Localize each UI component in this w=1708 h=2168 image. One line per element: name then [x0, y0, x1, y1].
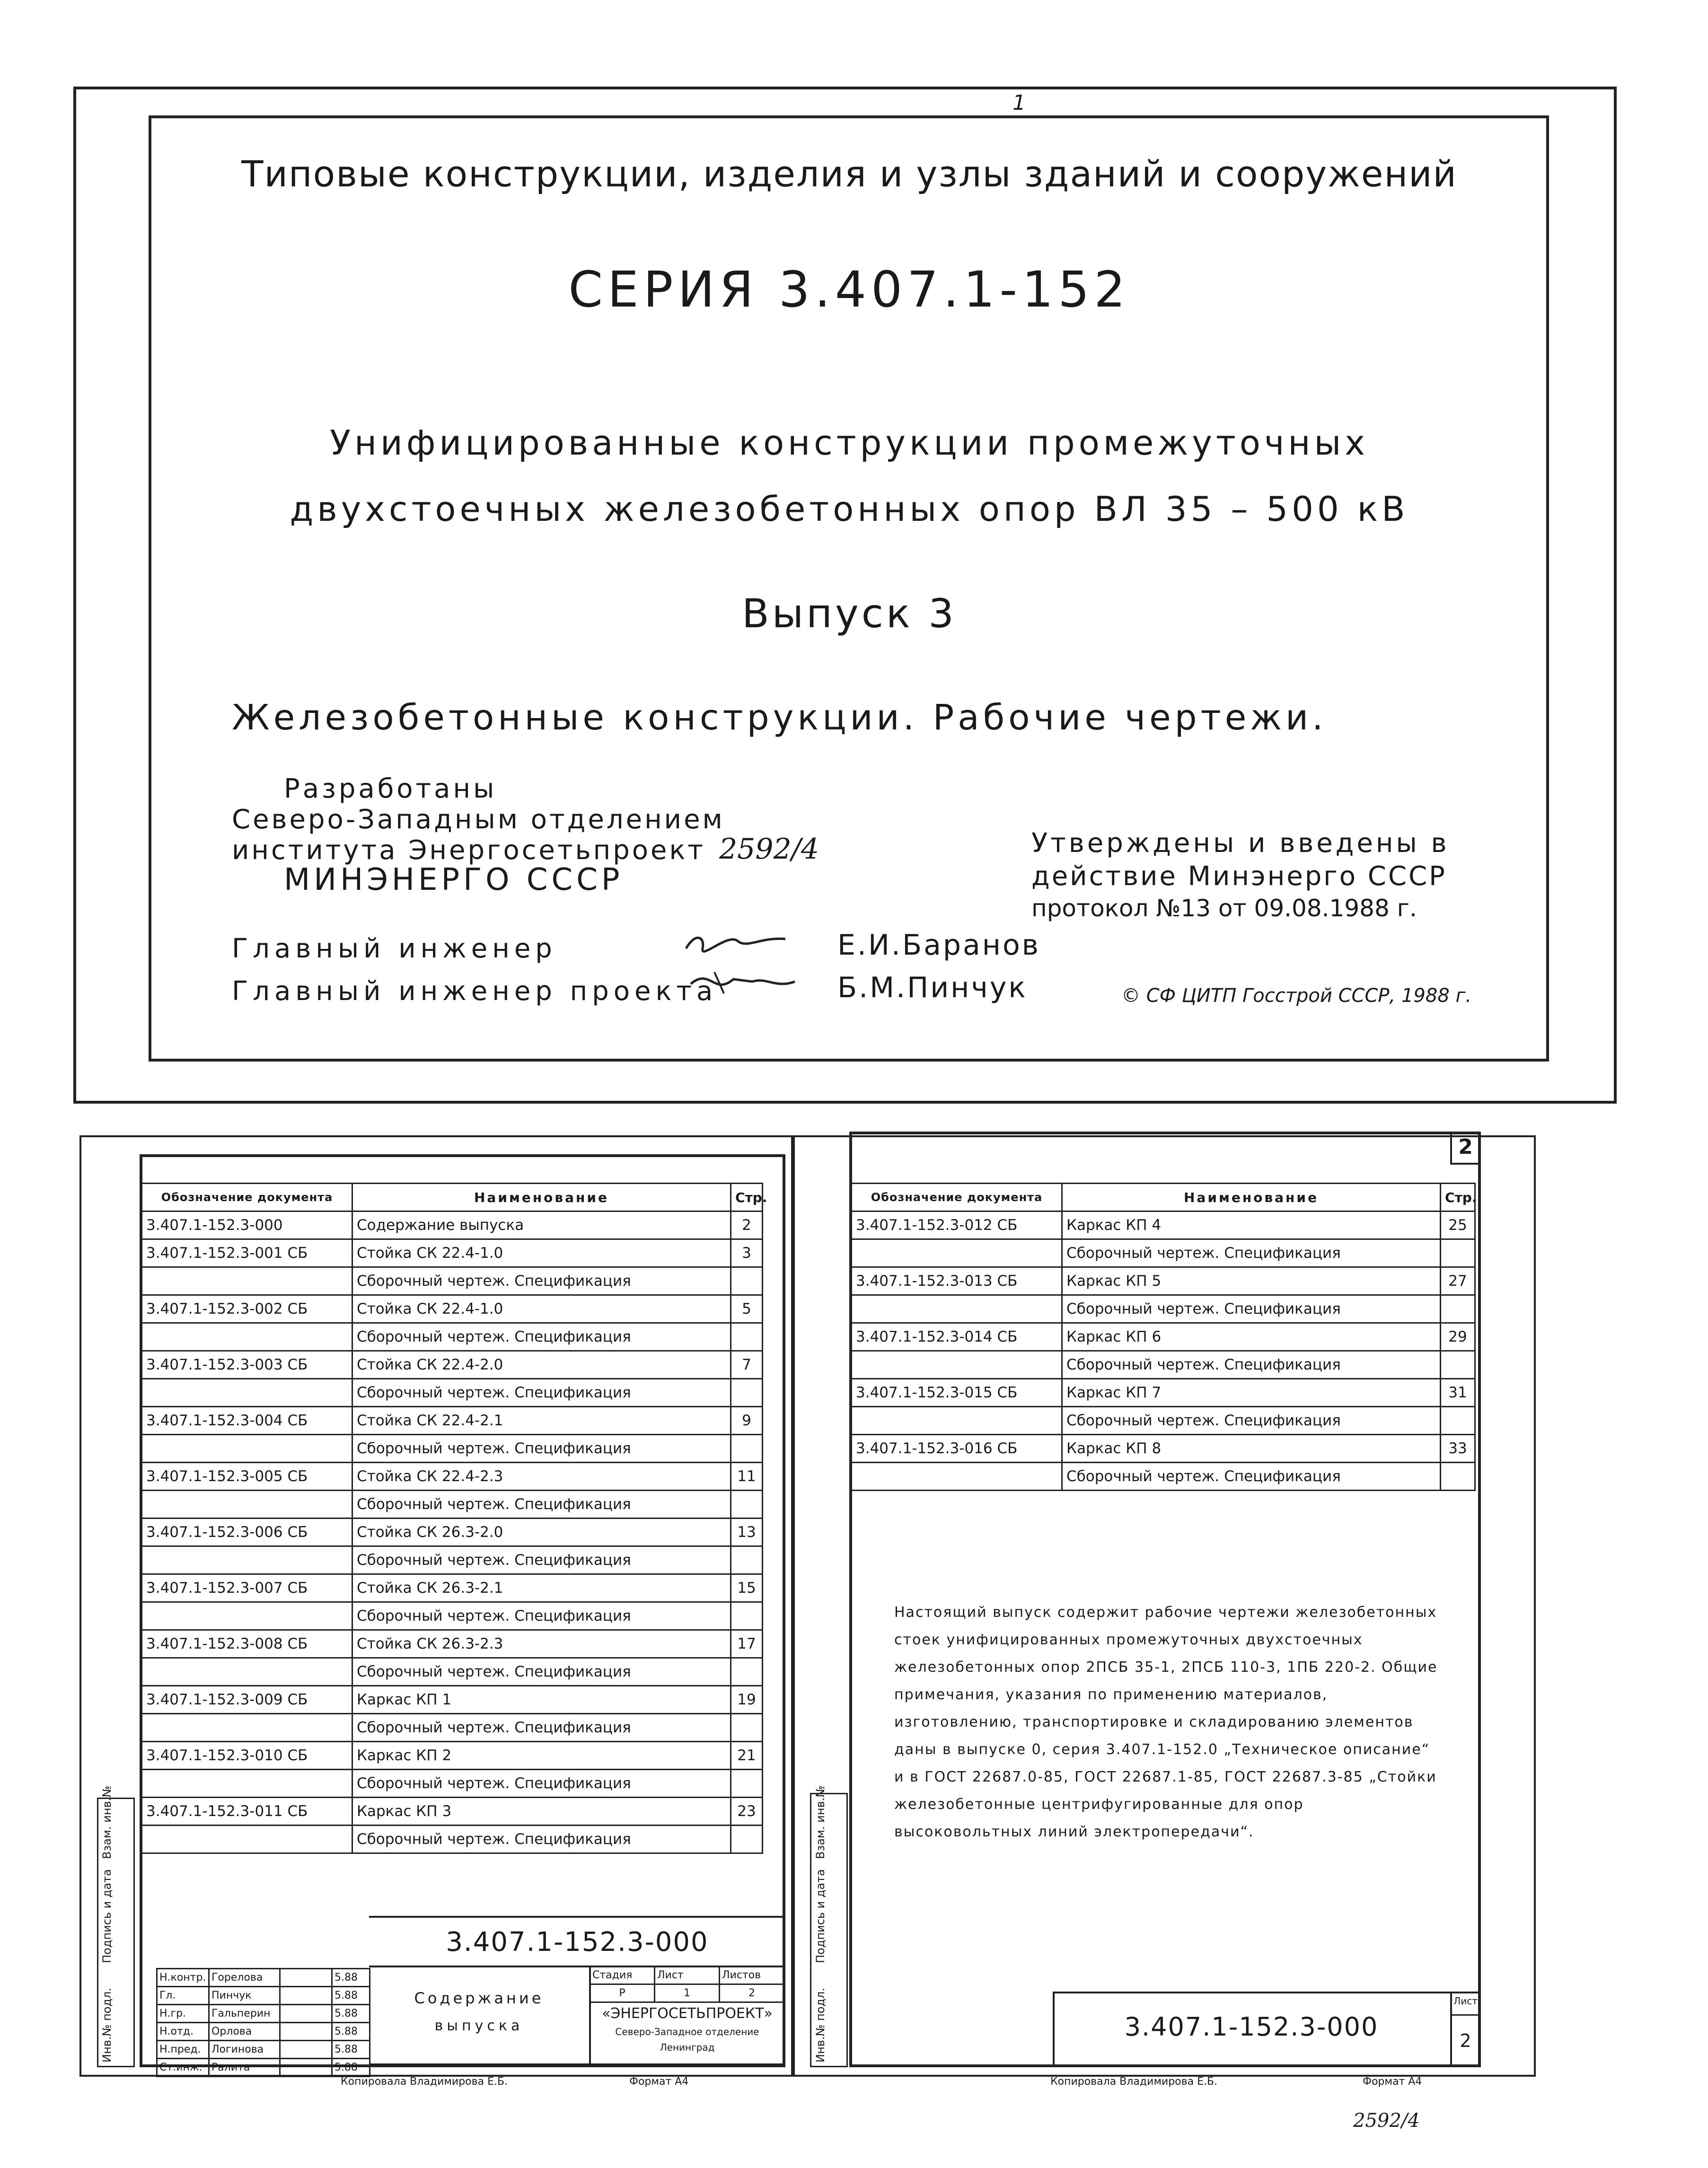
left-stamp-org-3: Ленинград [660, 2042, 715, 2053]
page-mark: 1 [1012, 91, 1026, 115]
row-name: Сборочный чертеж. Спецификация [1062, 1239, 1441, 1267]
stamp-role: Ст.инж. [157, 2059, 209, 2077]
stamp-date: 5.88 [332, 2023, 370, 2041]
stamp-person: Логинова [209, 2041, 280, 2059]
stage-value: Р [590, 1984, 655, 2002]
row-doc: 3.407.1-152.3-004 СБ [142, 1407, 352, 1435]
row-page: 7 [731, 1351, 763, 1379]
table-row [142, 1602, 763, 1630]
chief-project-engineer-signature [681, 963, 804, 1001]
row-doc: 3.407.1-152.3-016 СБ [852, 1435, 1062, 1463]
row-name: Сборочный чертеж. Спецификация [352, 1323, 731, 1351]
row-doc: 3.407.1-152.3-003 СБ [142, 1351, 352, 1379]
developed-line-2: Северо-Западным отделением [232, 804, 725, 835]
right-side-label-3: Взам. инв.№ [814, 1785, 827, 1859]
right-stamp-code: 3.407.1-152.3-000 [1124, 2012, 1379, 2042]
row-name: Каркас КП 2 [352, 1742, 731, 1770]
table-row [852, 1435, 1475, 1463]
sheets-value: 2 [720, 1984, 784, 2002]
developed-line-4: МИНЭНЕРГО СССР [284, 862, 624, 897]
stamp-date: 5.88 [332, 2041, 370, 2059]
left-stamp-org-2: Северо-Западное отделение [615, 2026, 759, 2037]
table-row [142, 1574, 763, 1602]
stamp-signature [280, 1969, 332, 1987]
left-stamp-title-1: Содержание [414, 1989, 544, 2007]
right-copied-by: Копировала Владимирова Е.Б. [1050, 2076, 1218, 2088]
header-name: Наименование [352, 1184, 731, 1211]
row-page: 31 [1441, 1379, 1475, 1407]
row-doc: 3.407.1-152.3-001 СБ [142, 1239, 352, 1267]
left-side-label-3: Взам. инв.№ [100, 1785, 114, 1859]
row-doc [142, 1435, 352, 1463]
row-page: 25 [1441, 1211, 1475, 1239]
row-doc: 3.407.1-152.3-014 СБ [852, 1323, 1062, 1351]
left-stamp-sheet-info [589, 1966, 785, 2003]
table-row [142, 1518, 763, 1546]
table-row [852, 1211, 1475, 1239]
table-row [852, 1295, 1475, 1323]
row-page [1441, 1351, 1475, 1379]
left-copied-by: Копировала Владимирова Е.Б. [341, 2076, 508, 2088]
chief-engineer-label: Главный инженер [232, 933, 557, 964]
row-page [731, 1491, 763, 1518]
table-row [852, 1379, 1475, 1407]
row-doc [142, 1491, 352, 1518]
header-page: Стр. [731, 1184, 763, 1211]
approved-line-2: действие Минэнерго СССР [1031, 861, 1447, 892]
chief-project-engineer-label: Главный инженер проекта [232, 976, 718, 1007]
row-doc: 3.407.1-152.3-011 СБ [142, 1798, 352, 1826]
row-doc: 3.407.1-152.3-000 [142, 1211, 352, 1239]
left-side-label-2: Подпись и дата [100, 1869, 114, 1963]
table-row [142, 1267, 763, 1295]
row-page: 27 [1441, 1267, 1475, 1295]
row-name: Стойка СК 22.4-2.1 [352, 1407, 731, 1435]
stamp-role: Н.контр. [157, 1969, 209, 1987]
table-row [142, 1407, 763, 1435]
stamp-date: 5.88 [332, 1987, 370, 2005]
row-doc [142, 1379, 352, 1407]
table-row [142, 1239, 763, 1267]
row-page [731, 1658, 763, 1686]
table-row [852, 1323, 1475, 1351]
row-doc [142, 1323, 352, 1351]
table-row [157, 1987, 370, 2005]
table-row [852, 1463, 1475, 1491]
title-line-1: Унифицированные конструкции промежуточных [330, 423, 1369, 463]
row-name: Сборочный чертеж. Спецификация [352, 1491, 731, 1518]
row-name: Сборочный чертеж. Спецификация [352, 1826, 731, 1853]
sheets-label: Листов [720, 1966, 784, 1984]
stamp-role: Гл. [157, 1987, 209, 2005]
table-row [142, 1742, 763, 1770]
right-stamp-sheet-label: Лист [1453, 1995, 1478, 2007]
row-page [731, 1379, 763, 1407]
row-page: 15 [731, 1574, 763, 1602]
table-row [142, 1211, 763, 1239]
approved-line-3: протокол №13 от 09.08.1988 г. [1031, 895, 1417, 922]
row-page [731, 1435, 763, 1463]
row-name: Каркас КП 3 [352, 1798, 731, 1826]
handwritten-number: 2592/4 [719, 833, 819, 866]
row-page: 33 [1441, 1435, 1475, 1463]
row-page [1441, 1239, 1475, 1267]
row-doc [852, 1407, 1062, 1435]
row-doc: 3.407.1-152.3-002 СБ [142, 1295, 352, 1323]
table-row [157, 2005, 370, 2023]
row-doc: 3.407.1-152.3-007 СБ [142, 1574, 352, 1602]
row-name: Стойка СК 22.4-2.3 [352, 1463, 731, 1491]
row-page: 5 [731, 1295, 763, 1323]
table-row [142, 1798, 763, 1826]
table-row [142, 1686, 763, 1714]
row-name: Стойка СК 22.4-1.0 [352, 1239, 731, 1267]
row-name: Сборочный чертеж. Спецификация [352, 1714, 731, 1742]
table-row [142, 1546, 763, 1574]
row-name: Сборочный чертеж. Спецификация [1062, 1351, 1441, 1379]
row-page [1441, 1295, 1475, 1323]
stamp-signature [280, 2041, 332, 2059]
row-page: 17 [731, 1630, 763, 1658]
row-name: Каркас КП 7 [1062, 1379, 1441, 1407]
row-doc: 3.407.1-152.3-013 СБ [852, 1267, 1062, 1295]
stamp-date: 5.88 [332, 2059, 370, 2077]
row-doc [852, 1295, 1062, 1323]
issue-number: Выпуск 3 [742, 590, 957, 637]
sheet-value: 1 [655, 1984, 720, 2002]
stamp-role: Н.отд. [157, 2023, 209, 2041]
table-row [142, 1630, 763, 1658]
row-page: 23 [731, 1798, 763, 1826]
row-page [731, 1267, 763, 1295]
table-row [157, 1969, 370, 1987]
row-name: Каркас КП 1 [352, 1686, 731, 1714]
row-doc [142, 1658, 352, 1686]
stamp-person: Горелова [209, 1969, 280, 1987]
row-doc: 3.407.1-152.3-010 СБ [142, 1742, 352, 1770]
row-name: Сборочный чертеж. Спецификация [352, 1770, 731, 1798]
chief-project-engineer-name: Б.М.Пинчук [837, 971, 1028, 1004]
row-page [1441, 1463, 1475, 1491]
row-page: 3 [731, 1239, 763, 1267]
row-page: 21 [731, 1742, 763, 1770]
row-name: Сборочный чертеж. Спецификация [352, 1546, 731, 1574]
row-page [731, 1323, 763, 1351]
table-row [142, 1826, 763, 1853]
row-name: Сборочный чертеж. Спецификация [352, 1658, 731, 1686]
row-doc: 3.407.1-152.3-006 СБ [142, 1518, 352, 1546]
right-stamp-sheet-divider [1450, 2014, 1481, 2016]
table-row [142, 1435, 763, 1463]
table-row [852, 1267, 1475, 1295]
row-name: Каркас КП 8 [1062, 1435, 1441, 1463]
row-doc [142, 1602, 352, 1630]
stamp-role: Н.пред. [157, 2041, 209, 2059]
row-name: Сборочный чертеж. Спецификация [352, 1602, 731, 1630]
left-contents-header-row [142, 1184, 763, 1211]
table-row [142, 1463, 763, 1491]
header-name: Наименование [1062, 1184, 1441, 1211]
stamp-person: Гальперин [209, 2005, 280, 2023]
series-number: СЕРИЯ 3.407.1-152 [568, 261, 1130, 318]
header-doc: Обозначение документа [142, 1184, 352, 1211]
developed-line-3: института Энергосетьпроект [232, 835, 705, 866]
table-row [142, 1323, 763, 1351]
row-doc [142, 1267, 352, 1295]
row-name: Сборочный чертеж. Спецификация [352, 1435, 731, 1463]
row-doc [142, 1546, 352, 1574]
right-stamp-sheet: 2 [1460, 2030, 1471, 2051]
row-name: Стойка СК 26.3-2.0 [352, 1518, 731, 1546]
row-name: Сборочный чертеж. Спецификация [352, 1267, 731, 1295]
row-doc [142, 1770, 352, 1798]
subtitle: Железобетонные конструкции. Рабочие чертежи. [232, 697, 1327, 738]
row-name: Стойка СК 22.4-1.0 [352, 1295, 731, 1323]
row-doc [142, 1714, 352, 1742]
right-sheet-number: 2 [1458, 1135, 1473, 1159]
chief-engineer-signature [677, 922, 795, 960]
copyright: © СФ ЦИТП Госстрой СССР, 1988 г. [1121, 985, 1472, 1007]
row-doc: 3.407.1-152.3-005 СБ [142, 1463, 352, 1491]
row-page [731, 1770, 763, 1798]
row-doc: 3.407.1-152.3-015 СБ [852, 1379, 1062, 1407]
table-row [157, 2041, 370, 2059]
right-side-label-2: Подпись и дата [814, 1869, 827, 1963]
row-page [731, 1546, 763, 1574]
stamp-signature [280, 2005, 332, 2023]
row-page: 11 [731, 1463, 763, 1491]
table-row [142, 1714, 763, 1742]
row-page [731, 1602, 763, 1630]
row-name: Каркас КП 5 [1062, 1267, 1441, 1295]
chief-engineer-name: Е.И.Баранов [837, 929, 1041, 962]
left-title-block-people [156, 1968, 370, 2077]
table-row [852, 1351, 1475, 1379]
footer-handwritten-number: 2592/4 [1353, 2110, 1420, 2132]
table-row [142, 1379, 763, 1407]
stamp-person: Орлова [209, 2023, 280, 2041]
approved-line-1: Утверждены и введены в [1031, 828, 1450, 859]
left-side-label-1: Инв.№ подл. [100, 1988, 114, 2063]
right-side-label-1: Инв.№ подл. [814, 1988, 827, 2063]
header-doc: Обозначение документа [852, 1184, 1062, 1211]
right-contents-table [851, 1183, 1476, 1491]
stamp-date: 5.88 [332, 1969, 370, 1987]
row-page [1441, 1407, 1475, 1435]
table-row [157, 2059, 370, 2077]
sheet-label: Лист [655, 1966, 720, 1984]
table-row [142, 1351, 763, 1379]
stamp-signature [280, 2023, 332, 2041]
row-doc [852, 1239, 1062, 1267]
row-page [731, 1826, 763, 1853]
left-contents-table [141, 1183, 767, 1854]
left-format: Формат А4 [629, 2076, 689, 2088]
left-stamp-org-1: «ЭНЕРГОСЕТЬПРОЕКТ» [602, 2005, 773, 2022]
row-name: Сборочный чертеж. Спецификация [1062, 1407, 1441, 1435]
stage-label: Стадия [590, 1966, 655, 1984]
left-stamp-code: 3.407.1-152.3-000 [446, 1927, 709, 1957]
row-doc [142, 1826, 352, 1853]
stamp-date: 5.88 [332, 2005, 370, 2023]
row-name: Содержание выпуска [352, 1211, 731, 1239]
row-name: Стойка СК 22.4-2.0 [352, 1351, 731, 1379]
row-page: 13 [731, 1518, 763, 1546]
row-page: 29 [1441, 1323, 1475, 1351]
row-page: 9 [731, 1407, 763, 1435]
right-contents-header-row [852, 1184, 1475, 1211]
row-page: 2 [731, 1211, 763, 1239]
row-doc [852, 1351, 1062, 1379]
row-name: Стойка СК 26.3-2.1 [352, 1574, 731, 1602]
header-page: Стр. [1441, 1184, 1475, 1211]
stamp-signature [280, 1987, 332, 2005]
left-stamp-title-2: выпуска [434, 2018, 524, 2034]
right-format: Формат А4 [1363, 2076, 1422, 2088]
stamp-person: Пинчук [209, 1987, 280, 2005]
row-name: Сборочный чертеж. Спецификация [1062, 1295, 1441, 1323]
developed-line-1: Разработаны [284, 773, 497, 804]
table-row [142, 1658, 763, 1686]
row-doc: 3.407.1-152.3-012 СБ [852, 1211, 1062, 1239]
table-row [852, 1407, 1475, 1435]
table-row [590, 1984, 784, 2002]
row-name: Сборочный чертеж. Спецификация [1062, 1463, 1441, 1491]
row-doc [852, 1463, 1062, 1491]
series-header: Типовые конструкции, изделия и узлы зданий и сооружений [241, 153, 1457, 195]
row-name: Каркас КП 6 [1062, 1323, 1441, 1351]
row-name: Сборочный чертеж. Спецификация [352, 1379, 731, 1407]
row-doc: 3.407.1-152.3-009 СБ [142, 1686, 352, 1714]
row-name: Каркас КП 4 [1062, 1211, 1441, 1239]
table-row [142, 1295, 763, 1323]
row-page: 19 [731, 1686, 763, 1714]
stamp-person: Ралита [209, 2059, 280, 2077]
table-row [157, 2023, 370, 2041]
row-page [731, 1714, 763, 1742]
row-doc: 3.407.1-152.3-008 СБ [142, 1630, 352, 1658]
row-name: Стойка СК 26.3-2.3 [352, 1630, 731, 1658]
table-row [142, 1770, 763, 1798]
table-row [142, 1491, 763, 1518]
title-line-2: двухстоечных железобетонных опор ВЛ 35 – 500 кВ [290, 489, 1409, 529]
stamp-signature [280, 2059, 332, 2077]
table-row [852, 1239, 1475, 1267]
stamp-role: Н.гр. [157, 2005, 209, 2023]
table-row [590, 1966, 784, 1984]
general-notes: Настоящий выпуск содержит рабочие чертежи железобетонных стоек унифицированных промежуточных двухстоечных железобетонных опор 2ПСБ 35-1, 2ПСБ 110-3, 1ПБ 220-2. Общие примечания, указания по применению материалов, изготовлению, транспортировке и складированию элементов даны в выпуске 0, серия 3.407.1-152.0 „Техническое описание“ и в ГОСТ 22687.0-85, ГОСТ 22687.1-85, ГОСТ 22687.3-85 „Стойки железобетонные центрифугированные для опор высоковольтных линий электропередачи“. [894, 1604, 1438, 1840]
